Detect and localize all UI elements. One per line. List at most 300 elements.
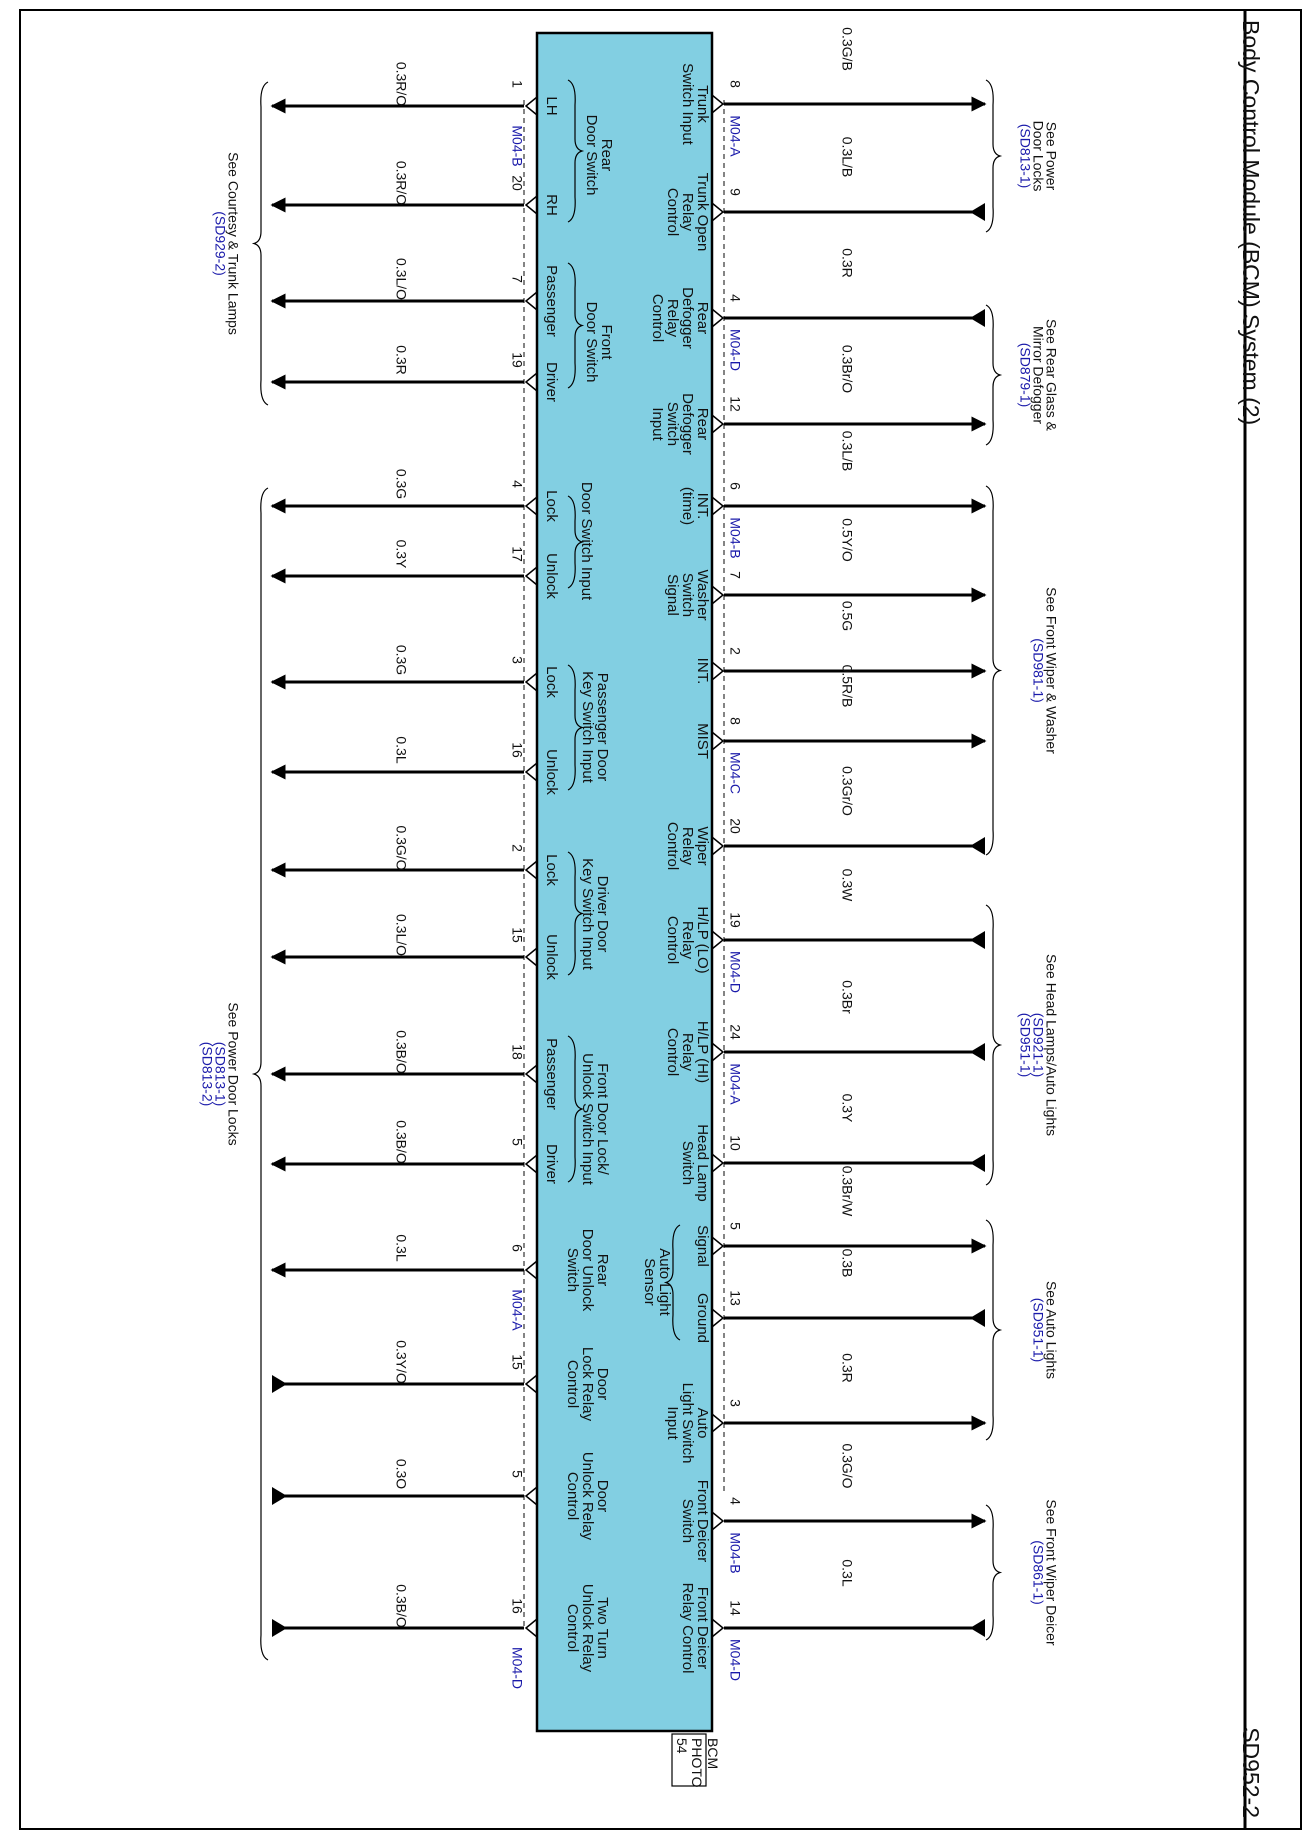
pin-number-left: 2	[509, 844, 526, 852]
pin-sublabel-left: Unlock	[543, 934, 561, 980]
pin-number-left-group	[509, 1470, 525, 1478]
pin-number-right: 7	[727, 571, 744, 579]
pin-number-right: 14	[727, 1600, 744, 1616]
pin-chevron-left	[526, 97, 537, 115]
pin-label-right-line-group	[664, 1028, 681, 1076]
pin-number-right: 6	[727, 482, 744, 490]
pin-label-right-line: Switch	[664, 401, 682, 447]
pin-group-left-line: Door Unlock	[579, 1228, 597, 1312]
pin-number-left: 15	[509, 927, 526, 943]
pin-number-left-group	[509, 275, 525, 283]
pin-group-left-line: Rear	[598, 138, 616, 172]
pin-number-left-group	[509, 546, 525, 562]
connector-id-right-group	[727, 329, 743, 371]
pin-label-right-line: (time)	[679, 486, 697, 526]
pin-sublabel-left: Lock	[543, 490, 561, 522]
connector-id-right-group	[727, 517, 743, 558]
ref-brace-right	[986, 1505, 1000, 1640]
pin-chevron-left	[526, 373, 537, 391]
ref-text-right: See Head Lamps/Auto Lights	[1043, 953, 1060, 1137]
wire-color-right-group	[839, 766, 855, 816]
pin-chevron-left	[526, 1065, 537, 1083]
pin-label-right-line: Head Lamp	[694, 1124, 712, 1202]
pin-group-left-line: Door	[594, 1479, 612, 1513]
pin-label-right-line: Relay	[679, 920, 697, 960]
wire-color-left: 0.3Y/O	[393, 1340, 410, 1384]
pin-label-right-line-group	[694, 723, 711, 759]
pin-group-left-line: Key Switch Input	[579, 858, 597, 970]
pin-chevron-right	[712, 1237, 723, 1255]
pin-chevron-left	[526, 1261, 537, 1279]
wire-color-right-group	[839, 1559, 855, 1586]
pin-label-right-line-group	[679, 1499, 696, 1543]
pin-number-right: 2	[727, 647, 744, 655]
ref-text-right: See Front Wiper Deicer	[1043, 1499, 1060, 1646]
ref-code-right-group	[1017, 1013, 1033, 1078]
pin-number-right-group	[727, 1024, 743, 1040]
pin-label-right-line-group	[679, 1583, 696, 1674]
ref-code-right-group	[1030, 1540, 1046, 1605]
wire-color-left: 0.3O	[393, 1458, 410, 1490]
pin-group-left-line: Door Switch	[583, 301, 601, 383]
pin-chevron-left	[526, 292, 537, 310]
pin-chevron-right	[712, 662, 723, 680]
pin-label-right-line: Ground	[694, 1292, 712, 1344]
pin-number-left-group	[509, 656, 525, 664]
pin-label-right-line-group	[694, 658, 711, 685]
wire-left-inarrow	[272, 1487, 287, 1505]
pin-sublabel-left-group	[543, 490, 560, 522]
ref-code-right: (SD879-1)	[1017, 342, 1034, 408]
pin-number-right-group	[727, 1222, 743, 1230]
pin-group-left-line: Unlock Switch Input	[579, 1053, 597, 1185]
pin-number-right: 24	[727, 1024, 744, 1040]
pin-sublabel-left-group	[543, 1144, 560, 1184]
pin-label-right-line-group	[664, 574, 681, 616]
page-title: Body Control Module (BCM) System (2)	[1238, 20, 1265, 426]
pin-group-left-line-group	[564, 1360, 581, 1408]
pin-label-right-line: Relay	[679, 826, 697, 866]
connector-id-left: M04-D	[509, 1646, 526, 1690]
pin-number-left: 4	[509, 480, 526, 488]
pin-label-right-line: Front Deicer	[694, 1479, 712, 1563]
wire-color-left-group	[393, 1340, 409, 1384]
pin-number-left-group	[509, 1598, 525, 1614]
pin-chevron-left	[526, 1487, 537, 1505]
wire-left-inarrow	[272, 1375, 287, 1393]
pin-chevron-left	[526, 196, 537, 214]
pin-label-right-line: Rear	[694, 301, 712, 335]
connector-id-right-group	[727, 1639, 743, 1681]
wire-color-right-group	[839, 1443, 855, 1488]
pin-number-left: 5	[509, 1138, 526, 1146]
wire-right-inarrow	[970, 1619, 985, 1637]
auto-light-sensor-label-line: Sensor	[641, 1258, 659, 1306]
ref-code-right: (SD921-1)	[1030, 1012, 1047, 1078]
ref-code-left-group	[212, 211, 228, 276]
connector-id-right-group	[727, 115, 743, 157]
pin-label-right-line: Auto	[694, 1407, 712, 1439]
wire-color-left: 0.3R/O	[393, 160, 410, 206]
pin-chevron-right	[712, 1154, 723, 1172]
pin-label-right-line: MIST	[694, 723, 712, 759]
wire-color-left: 0.3R	[393, 345, 410, 375]
pin-group-left-line: Door Switch Input	[578, 481, 596, 601]
pin-sublabel-left-group	[543, 265, 560, 337]
pin-number-left: 16	[509, 742, 526, 758]
wire-color-right-group	[839, 665, 855, 708]
wire-color-left: 0.3G	[393, 468, 410, 500]
wire-color-left-group	[393, 825, 409, 870]
connector-id-right-group	[727, 951, 743, 993]
connector-id-right: M04-D	[727, 950, 744, 994]
wire-color-right: 0.3Y	[839, 1093, 856, 1123]
pin-chevron-right	[712, 497, 723, 515]
pin-label-right-line: Signal	[694, 1225, 712, 1267]
ref-code-right: (SD861-1)	[1030, 1540, 1047, 1605]
pin-group-left-line-group	[564, 1248, 581, 1292]
pin-label-right-line: INT.	[694, 657, 712, 685]
wire-color-left-group	[393, 1584, 409, 1628]
wire-color-left: 0.3B/O	[393, 1120, 410, 1164]
pin-sublabel-left: Driver	[543, 362, 561, 402]
pin-label-right-line-group	[679, 487, 696, 525]
pin-number-left: 16	[509, 1598, 526, 1614]
pin-number-right-group	[727, 1399, 743, 1407]
wire-color-right: 0.3Gr/O	[839, 766, 856, 816]
pin-label-right-line: Relay	[664, 298, 682, 338]
pin-number-right: 10	[727, 1135, 744, 1151]
wire-color-left-group	[393, 469, 409, 499]
pin-number-left-group	[509, 1244, 525, 1252]
wire-color-left: 0.3L/O	[393, 257, 410, 301]
ref-text-right: See Rear Glass &	[1043, 318, 1060, 432]
pin-chevron-right	[712, 837, 723, 855]
bcm-tag-num: 54	[674, 1738, 690, 1754]
pin-group-left-line: Two Turn	[594, 1597, 612, 1659]
pin-sublabel-left: Lock	[543, 666, 561, 698]
wire-color-left: 0.3B/O	[393, 1030, 410, 1074]
pin-group-left-line: Control	[564, 1359, 582, 1409]
pin-sublabel-left-group	[543, 96, 560, 115]
wire-color-left: 0.3B/O	[393, 1584, 410, 1628]
pin-number-right: 8	[727, 717, 744, 725]
wire-color-right-group	[839, 248, 855, 278]
pin-chevron-left	[526, 861, 537, 879]
ref-code-right-group	[1017, 124, 1033, 189]
pin-number-left: 18	[509, 1044, 526, 1060]
pin-chevron-right	[712, 203, 723, 221]
ref-brace-left	[254, 488, 268, 1660]
pin-sublabel-left-group	[543, 194, 560, 216]
wire-color-right-group	[839, 869, 855, 902]
pin-number-left-group	[509, 1138, 525, 1146]
pin-number-left-group	[509, 352, 525, 368]
pin-group-left-line: Passenger Door	[594, 672, 612, 782]
wire-color-right-group	[839, 601, 855, 631]
pin-label-right-line: Front Deicer	[694, 1586, 712, 1670]
connector-id-left-group	[509, 1289, 525, 1331]
pin-group-left-line: Unlock Relay	[579, 1583, 597, 1673]
pin-number-left: 5	[509, 1470, 526, 1478]
wire-color-right: 0.5Y/O	[839, 518, 856, 562]
pin-number-right: 4	[727, 294, 744, 302]
pin-number-right-group	[727, 1497, 743, 1505]
pin-number-right-group	[727, 818, 743, 834]
pin-number-left: 17	[509, 546, 526, 562]
pin-group-left-line: Door	[594, 1367, 612, 1401]
pin-number-right-group	[727, 1290, 743, 1306]
pin-chevron-left	[526, 1375, 537, 1393]
wire-color-right: 0.5G	[839, 600, 856, 632]
pin-group-left-line: Switch	[564, 1247, 582, 1293]
ref-text-right: See Auto Lights	[1043, 1280, 1060, 1380]
auto-light-sensor-label-line: Auto Light	[656, 1248, 674, 1316]
pin-number-left-group	[509, 927, 525, 943]
pin-label-right-line: Control	[664, 187, 682, 237]
pin-group-left-line: Control	[564, 1471, 582, 1521]
pin-label-right-line-group	[694, 1293, 711, 1343]
pin-number-right-group	[727, 294, 743, 302]
pin-chevron-right	[712, 1309, 723, 1327]
wire-color-right: 0.3G/O	[839, 1443, 856, 1489]
wire-color-right: 0.3L/B	[839, 430, 856, 472]
pin-label-right-line: Relay	[679, 1032, 697, 1072]
pin-label-right-line: Light Switch	[679, 1382, 697, 1464]
wire-color-left: 0.3L	[393, 1234, 410, 1262]
pin-group-left-line: Front	[598, 324, 616, 360]
pin-number-left: 1	[509, 80, 526, 88]
pin-label-right-line: H/LP (LO)	[694, 906, 712, 974]
connector-id-left: M04-B	[509, 125, 526, 167]
pin-label-right-line-group	[679, 63, 696, 146]
wire-color-left-group	[393, 161, 409, 205]
wire-color-right: 0.3Br/W	[839, 1165, 856, 1217]
pin-sublabel-left: Lock	[543, 854, 561, 886]
pin-label-right-line: Switch	[679, 572, 697, 618]
pin-group-left-line-group	[564, 1604, 581, 1652]
pin-label-right-line: Washer	[694, 569, 712, 621]
pin-number-right-group	[727, 482, 743, 490]
wire-right-inarrow	[970, 203, 985, 221]
pin-group-left-line: Door Switch	[583, 114, 601, 196]
wire-color-right-group	[839, 1249, 855, 1278]
wire-color-right: 0.3G/B	[839, 27, 856, 71]
pin-chevron-right	[712, 415, 723, 433]
wire-color-left-group	[393, 1459, 409, 1489]
wire-color-left-group	[393, 1030, 409, 1074]
pin-number-right: 20	[727, 818, 744, 834]
pin-sublabel-left-group	[543, 1038, 560, 1110]
connector-id-right-group	[727, 752, 743, 794]
pin-chevron-right	[712, 931, 723, 949]
pin-label-right-line-group	[649, 407, 666, 441]
pin-number-left: 15	[509, 1354, 526, 1370]
wire-right-inarrow	[970, 931, 985, 949]
pin-label-right-line: Input	[649, 407, 667, 441]
connector-id-left: M04-A	[509, 1289, 526, 1331]
ref-code-right-group	[1030, 1298, 1046, 1363]
pin-chevron-right	[712, 1414, 723, 1432]
pin-number-right: 8	[727, 80, 744, 88]
pin-chevron-left	[526, 497, 537, 515]
pin-chevron-left	[526, 567, 537, 585]
pin-chevron-left	[526, 948, 537, 966]
code-group	[1238, 1727, 1264, 1818]
pin-number-right: 12	[727, 396, 744, 412]
pin-number-right-group	[727, 188, 743, 196]
connector-id-right: M04-D	[727, 328, 744, 372]
wire-color-right: 0.3Br	[839, 980, 856, 1014]
ref-brace-right	[986, 905, 1000, 1185]
pin-label-right-line: H/LP (HI)	[694, 1020, 712, 1084]
wire-color-right-group	[839, 1353, 855, 1383]
pin-group-left-line: Control	[564, 1603, 582, 1653]
wire-right-inarrow	[970, 1043, 985, 1061]
pin-group-left-line-group	[579, 858, 596, 971]
wire-color-left: 0.3G	[393, 644, 410, 676]
ref-text-left: See Power Door Locks	[225, 1002, 242, 1146]
wire-color-left: 0.3Y	[393, 539, 410, 569]
pin-chevron-right	[712, 95, 723, 113]
pin-number-right-group	[727, 80, 743, 88]
wire-color-left: 0.3L/O	[393, 913, 410, 957]
ref-code-right: (SD813-1)	[1017, 123, 1034, 189]
ref-code-left: (SD929-2)	[212, 211, 229, 276]
wire-color-left-group	[393, 914, 409, 956]
wire-color-right: 0.3L	[839, 1559, 856, 1587]
wire-color-right: 0.3R	[839, 1353, 856, 1383]
ref-code-right: (SD951-1)	[1017, 1012, 1034, 1078]
wire-color-left: 0.3L	[393, 736, 410, 764]
connector-id-right: M04-B	[727, 1532, 744, 1574]
pin-label-right-line-group	[649, 294, 666, 342]
wire-color-right: 0.3W	[839, 868, 856, 902]
bcm-tag-photo: PHOTO	[689, 1738, 705, 1788]
pin-label-right-line-group	[664, 822, 681, 870]
wire-color-right-group	[839, 1166, 855, 1217]
wire-color-right-group	[839, 518, 855, 562]
pin-group-left-line-group	[583, 115, 600, 196]
pin-chevron-right	[712, 1619, 723, 1637]
wire-color-left-group	[393, 1120, 409, 1164]
pin-label-right-line: Trunk Open	[694, 172, 712, 252]
ref-code-right: (SD981-1)	[1030, 638, 1047, 703]
pin-group-left-line-group	[564, 1472, 581, 1520]
wire-color-right-group	[839, 27, 855, 71]
pin-sublabel-left-group	[543, 934, 560, 980]
ref-brace-right	[986, 1220, 1000, 1440]
ref-code-left: (SD813-1)	[212, 1041, 229, 1107]
pin-label-right-line: Control	[664, 1027, 682, 1077]
pin-label-right-line: Switch	[679, 1140, 697, 1186]
wire-color-left-group	[393, 345, 409, 375]
wire-left-inarrow	[272, 1619, 287, 1637]
wire-right-inarrow	[970, 309, 985, 327]
wire-color-right: 0.5R/B	[839, 664, 856, 708]
pin-chevron-left	[526, 1619, 537, 1637]
pin-number-left-group	[509, 80, 525, 88]
pin-number-left-group	[509, 480, 525, 488]
bcm-tag	[672, 1734, 721, 1788]
pin-chevron-right	[712, 586, 723, 604]
pin-number-right: 5	[727, 1222, 744, 1230]
pin-label-right-line-group	[694, 1225, 711, 1267]
pin-number-left: 6	[509, 1244, 526, 1252]
pin-number-left-group	[509, 1354, 525, 1370]
pin-label-right-line: Signal	[664, 574, 682, 616]
connector-id-right-group	[727, 1532, 743, 1573]
pin-number-left-group	[509, 844, 525, 852]
ref-brace-right	[986, 80, 1000, 232]
pin-label-right-line-group	[664, 188, 681, 236]
pin-label-right-line-group	[664, 916, 681, 964]
ref-text-left: See Courtesy & Trunk Lamps	[225, 152, 242, 335]
ref-code-left-group	[199, 1042, 215, 1107]
pin-number-right: 13	[727, 1290, 744, 1306]
pin-label-right-line: Control	[649, 293, 667, 343]
pin-sublabel-left: LH	[543, 96, 561, 116]
wire-color-right: 0.3B	[839, 1248, 856, 1278]
pin-chevron-right	[712, 1043, 723, 1061]
connector-id-right: M04-D	[727, 1638, 744, 1682]
pin-sublabel-left: Driver	[543, 1144, 561, 1184]
pin-group-left-line-group	[583, 302, 600, 383]
pin-sublabel-left-group	[543, 749, 560, 795]
connector-id-right: M04-A	[727, 1063, 744, 1105]
wire-color-left-group	[393, 645, 409, 675]
pin-label-right-line: Switch Input	[679, 63, 697, 145]
wire-color-left-group	[393, 1234, 409, 1261]
pin-label-right-line-group	[679, 1141, 696, 1185]
pin-number-right-group	[727, 396, 743, 412]
ref-brace-right	[986, 305, 1000, 445]
pin-chevron-right	[712, 732, 723, 750]
wire-color-right: 0.3R	[839, 248, 856, 278]
pin-group-left-line: Lock Relay	[579, 1346, 597, 1422]
pin-label-right-line: Defogger	[679, 287, 697, 349]
pin-sublabel-left-group	[543, 666, 560, 698]
ref-text-right: See Power	[1043, 121, 1060, 191]
ref-brace-right	[986, 486, 1000, 855]
pin-label-right-line: Relay	[679, 192, 697, 232]
wire-color-right-group	[839, 431, 855, 471]
pin-number-right: 3	[727, 1399, 744, 1407]
pin-chevron-left	[526, 1155, 537, 1173]
title-group	[1238, 20, 1264, 425]
pin-number-right: 19	[727, 912, 744, 928]
wire-color-right-group	[839, 980, 855, 1014]
pin-sublabel-left: RH	[543, 194, 561, 216]
pin-number-right-group	[727, 912, 743, 928]
pin-group-left-line: Unlock Relay	[579, 1451, 597, 1541]
connector-id-right: M04-A	[727, 115, 744, 157]
wire-color-left-group	[393, 540, 409, 569]
ref-code-right-group	[1030, 638, 1046, 703]
pin-chevron-right	[712, 309, 723, 327]
pin-label-right-line: Input	[664, 1406, 682, 1440]
wire-right-inarrow	[970, 1154, 985, 1172]
wire-color-right-group	[839, 137, 855, 177]
ref-text-right: Door Locks	[1030, 120, 1047, 192]
ref-text-right: Mirror Defogger	[1030, 325, 1047, 425]
auto-light-sensor-label-line-group	[641, 1258, 658, 1306]
wire-color-left: 0.3G/O	[393, 825, 410, 871]
pin-group-left-line-group	[579, 1053, 596, 1186]
pin-sublabel-left: Passenger	[543, 265, 561, 337]
pin-label-right-line: Wiper	[694, 826, 712, 866]
wire-color-right-group	[839, 1094, 855, 1123]
